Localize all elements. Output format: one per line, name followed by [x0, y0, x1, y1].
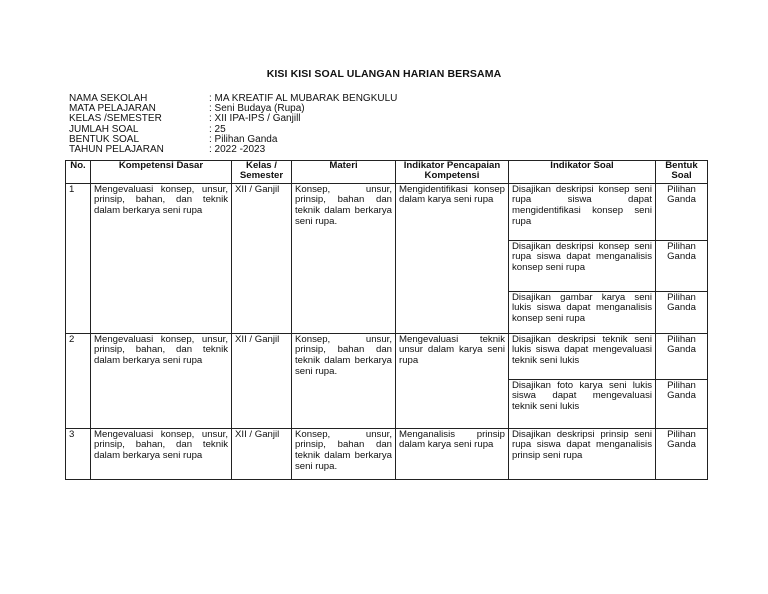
- cell-materi: Konsep, unsur, prinsip, bahan dan teknik dalam berkarya seni rupa.: [292, 183, 396, 333]
- cell-kelas: XII / Ganjil: [232, 333, 292, 428]
- table-row: [66, 183, 708, 240]
- cell-indikator-soal: Disajikan deskripsi teknik seni lukis siswa dapat mengevaluasi teknik seni lukis: [509, 333, 656, 379]
- kisi-kisi-table: [65, 160, 708, 480]
- cell-indikator-pencapaian: Mengidentifikasi konsep dalam karya seni rupa: [396, 183, 509, 333]
- table-row: [66, 428, 708, 479]
- cell-bentuk-soal: Pilihan Ganda: [656, 291, 708, 333]
- row-number: 3: [66, 428, 91, 479]
- cell-bentuk-soal: Pilihan Ganda: [656, 428, 708, 479]
- cell-indikator-soal: Disajikan foto karya seni lukis siswa dapat mengevaluasi teknik seni lukis: [509, 379, 656, 428]
- header-bentuk-soal: Bentuk Soal: [656, 161, 708, 184]
- meta-value: : 2022 -2023: [209, 144, 266, 156]
- meta-row-year: [69, 145, 397, 155]
- cell-materi: Konsep, unsur, prinsip, bahan dan teknik dalam berkarya seni rupa.: [292, 333, 396, 428]
- header-kompetensi-dasar: Kompetensi Dasar: [91, 161, 232, 184]
- meta-value: : Pilihan Ganda: [209, 133, 278, 145]
- meta-label: NAMA SEKOLAH: [69, 93, 148, 104]
- header-indikator-soal: Indikator Soal: [509, 161, 656, 184]
- header-materi: Materi: [292, 161, 396, 184]
- meta-label: MATA PELAJARAN: [69, 103, 156, 115]
- document-meta: [69, 94, 397, 155]
- meta-value: : XII IPA-IPS / Ganjill: [209, 113, 301, 125]
- meta-label: JUMLAH SOAL: [69, 123, 139, 135]
- table-header-row: [66, 161, 708, 184]
- cell-kompetensi-dasar: Mengevaluasi konsep, unsur, prinsip, bahan, dan teknik dalam berkarya seni rupa: [91, 183, 232, 333]
- header-indikator-pencapaian: Indikator Pencapaian Kompetensi: [396, 161, 509, 184]
- meta-value: : MA KREATIF AL MUBARAK BENGKULU: [209, 93, 398, 104]
- row-number: 1: [66, 183, 91, 333]
- cell-bentuk-soal: Pilihan Ganda: [656, 379, 708, 428]
- cell-materi: Konsep, unsur, prinsip, bahan dan teknik dalam berkarya seni rupa.: [292, 428, 396, 479]
- meta-value: : Seni Budaya (Rupa): [209, 103, 305, 115]
- row-number: 2: [66, 333, 91, 428]
- meta-label: KELAS /SEMESTER: [69, 113, 162, 125]
- header-kelas-semester: Kelas / Semester: [232, 161, 292, 184]
- meta-value: : 25: [209, 123, 226, 135]
- cell-kelas: XII / Ganjil: [232, 183, 292, 333]
- meta-label: BENTUK SOAL: [69, 133, 140, 145]
- cell-bentuk-soal: Pilihan Ganda: [656, 333, 708, 379]
- document-title: KISI KISI SOAL ULANGAN HARIAN BERSAMA: [266, 68, 502, 80]
- cell-indikator-soal: Disajikan deskripsi prinsip seni rupa siswa dapat menganalisis prinsip seni rupa: [509, 428, 656, 479]
- cell-indikator-soal: Disajikan deskripsi konsep seni rupa siswa dapat menganalisis konsep seni rupa: [509, 240, 656, 291]
- header-no: No.: [66, 161, 91, 184]
- cell-indikator-pencapaian: Menganalisis prinsip dalam karya seni rupa: [396, 428, 509, 479]
- cell-indikator-soal: Disajikan deskripsi konsep seni rupa siswa dapat mengidentifikasi konsep seni rupa: [509, 183, 656, 240]
- table-row: [66, 333, 708, 379]
- cell-indikator-pencapaian: Mengevaluasi teknik unsur dalam karya seni rupa: [396, 333, 509, 428]
- cell-bentuk-soal: Pilihan Ganda: [656, 183, 708, 240]
- cell-kompetensi-dasar: Mengevaluasi konsep, unsur, prinsip, bahan, dan teknik dalam berkarya seni rupa: [91, 428, 232, 479]
- cell-bentuk-soal: Pilihan Ganda: [656, 240, 708, 291]
- cell-kelas: XII / Ganjil: [232, 428, 292, 479]
- cell-kompetensi-dasar: Mengevaluasi konsep, unsur, prinsip, bahan, dan teknik dalam berkarya seni rupa: [91, 333, 232, 428]
- meta-label: TAHUN PELAJARAN: [69, 144, 164, 156]
- cell-indikator-soal: Disajikan gambar karya seni lukis siswa dapat menganalisis konsep seni rupa: [509, 291, 656, 333]
